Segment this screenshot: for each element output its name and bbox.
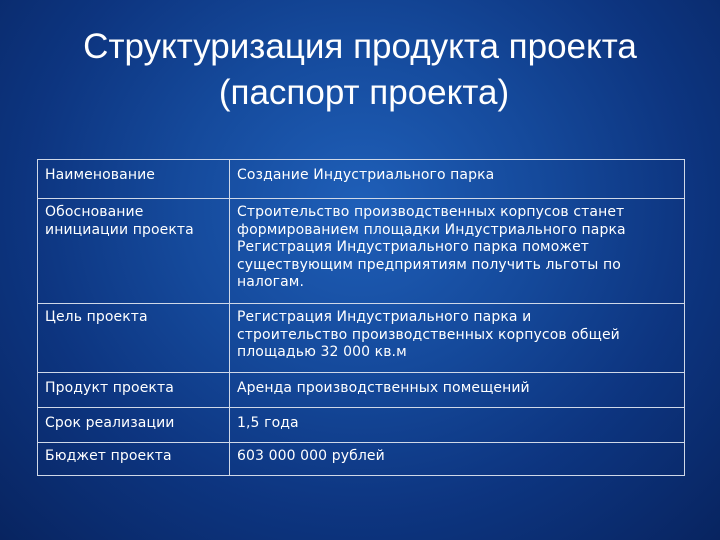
row-value-text: 603 000 000 рублей	[237, 448, 385, 464]
table-row	[38, 408, 685, 443]
row-label-text: Цель проекта	[45, 309, 148, 325]
row-label-text: Продукт проекта	[45, 380, 174, 396]
row-value-text: Регистрация Индустриального парка поможет	[237, 239, 590, 255]
table-row	[38, 199, 685, 304]
slide-title-line-1: Структуризация продукта проекта	[83, 27, 637, 66]
row-label-cell	[38, 199, 230, 304]
slide-title-line-2: (паспорт проекта)	[218, 73, 510, 112]
row-label-text: инициации проекта	[45, 221, 194, 238]
row-value-cell	[230, 199, 685, 304]
row-value-text: строительство производственных корпусов общей	[237, 326, 620, 343]
row-label-cell	[38, 408, 230, 443]
row-value-text: Аренда производственных помещений	[237, 380, 530, 396]
row-label-cell	[38, 443, 230, 476]
row-value-text: существующим предприятиям получить льготы по	[237, 256, 621, 273]
row-label-cell	[38, 304, 230, 373]
row-value-cell	[230, 160, 685, 199]
row-value-text: Регистрация Индустриального парка и	[237, 309, 532, 325]
table-row	[38, 304, 685, 373]
slide-title	[0, 24, 720, 116]
row-value-text: 1,5 года	[237, 415, 299, 431]
row-label-cell	[38, 373, 230, 408]
row-value-text: площадью 32 000 кв.м	[237, 344, 407, 360]
row-value-text: Строительство производственных корпусов станет	[237, 204, 625, 220]
row-label-text: Бюджет проекта	[45, 448, 172, 464]
row-value-cell	[230, 443, 685, 476]
row-value-cell	[230, 304, 685, 373]
row-label-cell	[38, 160, 230, 199]
table-row	[38, 443, 685, 476]
row-value-cell	[230, 373, 685, 408]
row-value-text: Создание Индустриального парка	[237, 167, 495, 183]
table-row	[38, 373, 685, 408]
table-row	[38, 160, 685, 199]
row-value-cell	[230, 408, 685, 443]
row-label-text: Срок реализации	[45, 415, 175, 431]
project-passport-table	[37, 159, 685, 476]
row-label-text: Обоснование	[45, 204, 144, 220]
row-value-text: налогам.	[237, 274, 304, 290]
row-value-text: формированием площадки Индустриального парка	[237, 221, 626, 238]
row-label-text: Наименование	[45, 167, 155, 183]
